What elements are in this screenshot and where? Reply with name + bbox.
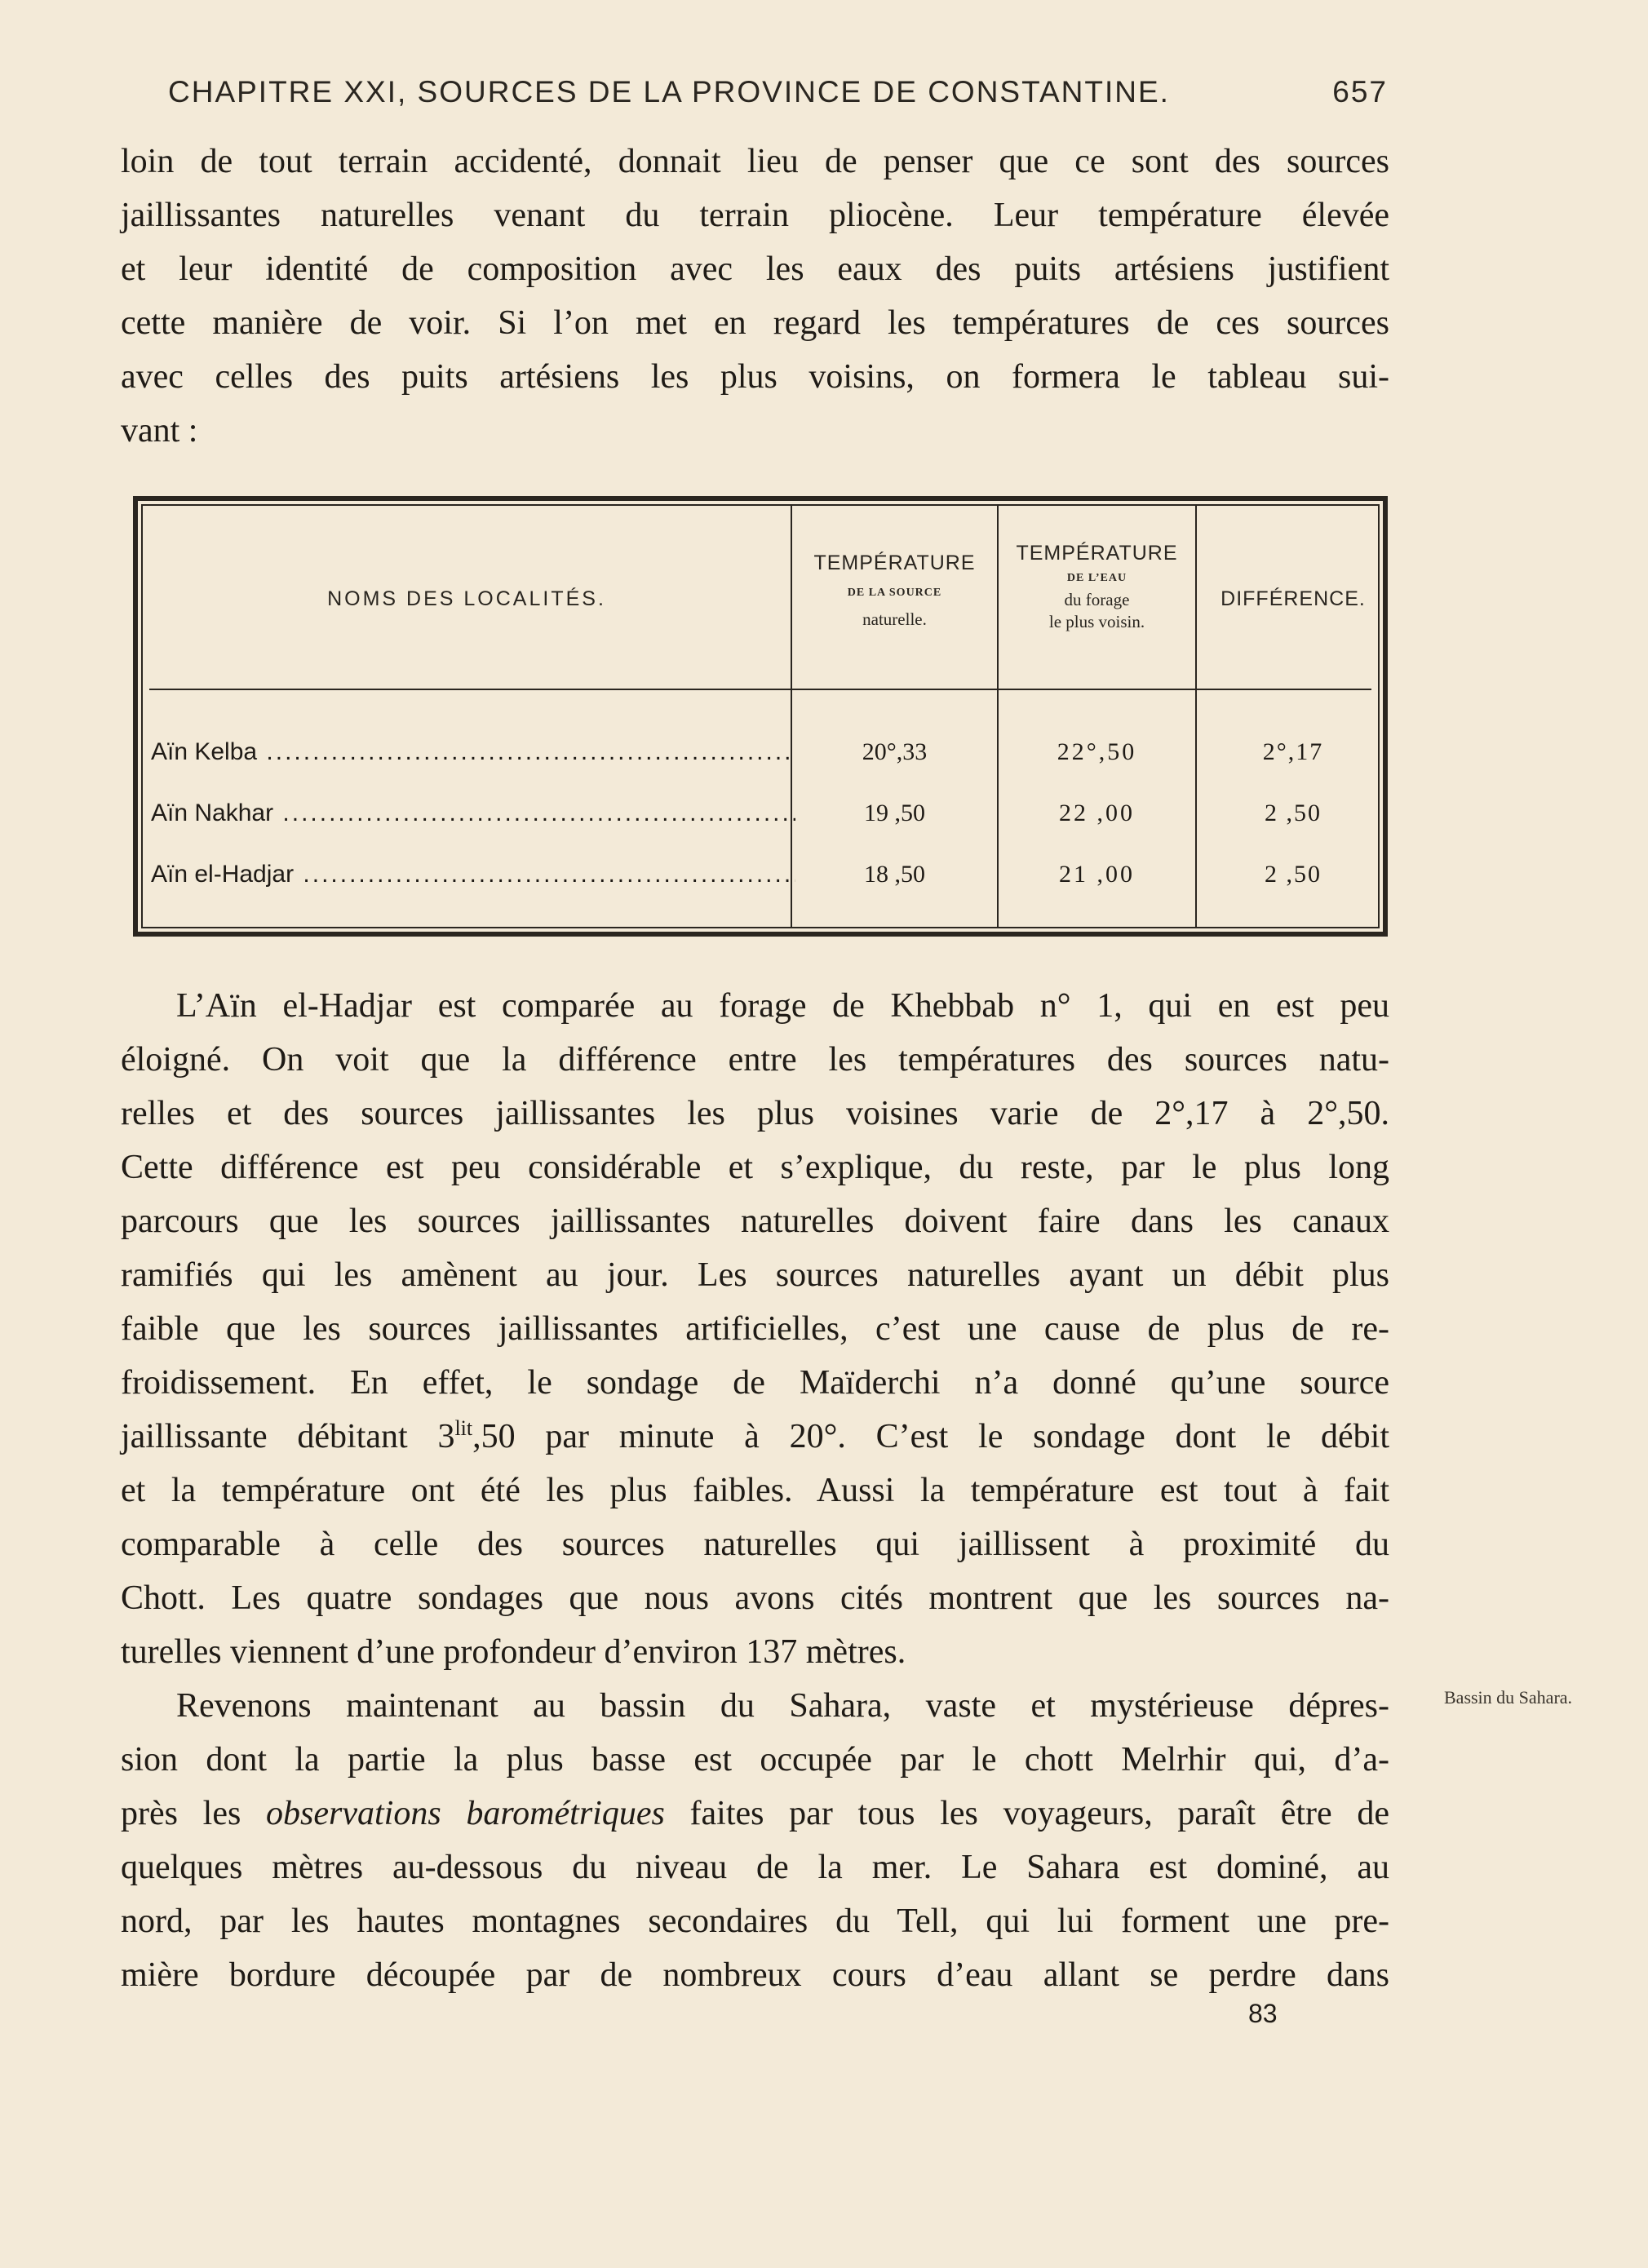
text-line: ramifiés qui les amènent au jour. Les sources naturelles ayant un débit plus: [121, 1256, 1389, 1294]
text-line: jaillissantes naturelles venant du terrain pliocène. Leur température élevée: [121, 197, 1389, 234]
text-line: et leur identité de composition avec les eaux des puits artésiens justifient: [121, 250, 1389, 288]
text-line: cette manière de voir. Si l’on met en regard les températures de ces sources: [121, 304, 1389, 342]
header-source-temp: TEMPÉRATURE DE LA SOURCE naturelle.: [813, 551, 976, 629]
text-line: près les observations barométriques faites par tous les voyageurs, paraît être de: [121, 1795, 1389, 1832]
text-line: parcours que les sources jaillissantes naturelles doivent faire dans les canaux: [121, 1203, 1389, 1240]
text-line: nord, par les hautes montagnes secondaires du Tell, qui lui forment une pre-: [121, 1903, 1389, 1940]
row-source-temp: 18 ,50: [864, 861, 925, 888]
text-line: mière bordure découpée par de nombreux cours d’eau allant se perdre dans: [121, 1956, 1389, 1994]
table-row: [143, 861, 1378, 918]
text-line: Revenons maintenant au bassin du Sahara, vaste et mystérieuse dépres-: [176, 1687, 1389, 1725]
text-line: faible que les sources jaillissantes artificielles, c’est une cause de plus de re-: [121, 1310, 1389, 1348]
text-line: et la température ont été les plus faibles. Aussi la température est tout à fait: [121, 1472, 1389, 1509]
text-line: jaillissante débitant $3^{lit},50$ par minute à 20°. C’est le sondage dont le débit: [121, 1416, 1389, 1455]
row-difference: 2 ,50: [1265, 861, 1322, 888]
text-line: quelques mètres au-dessous du niveau de la mer. Le Sahara est dominé, au: [121, 1849, 1389, 1886]
chapter-title: CHAPITRE XXI, SOURCES DE LA PROVINCE DE CONSTANTINE.: [168, 75, 1170, 109]
page-number: 657: [1332, 75, 1388, 109]
row-difference: 2 ,50: [1265, 800, 1322, 826]
table-row: [143, 738, 1378, 795]
row-source-temp: 20°,33: [862, 738, 928, 765]
text-line: froidissement. En effet, le sondage de Maïderchi n’a donné qu’une source: [121, 1364, 1389, 1402]
text-line: avec celles des puits artésiens les plus voisins, on formera le tableau sui-: [121, 358, 1389, 396]
text-line: turelles viennent d’une profondeur d’environ 137 mètres.: [121, 1633, 906, 1671]
temperature-table: [133, 496, 1388, 937]
text-line: éloigné. On voit que la différence entre les températures des sources natu-: [121, 1041, 1389, 1079]
row-forage-temp: 22°,50: [1057, 738, 1137, 765]
text-line: vant :: [121, 412, 198, 450]
table-row: [143, 800, 1378, 857]
text-line: loin de tout terrain accidenté, donnait lieu de penser que ce sont des sources: [121, 143, 1389, 180]
text-line: Cette différence est peu considérable et s’explique, du reste, par le plus long: [121, 1149, 1389, 1186]
text-line: Chott. Les quatre sondages que nous avons cités montrent que les sources na-: [121, 1579, 1389, 1617]
signature-mark: 83: [1248, 1999, 1278, 2028]
row-name: Aïn Kelba .....: [151, 738, 795, 766]
text-line: comparable à celle des sources naturelles qui jaillissent à proximité du: [121, 1526, 1389, 1563]
intro-paragraph: [121, 135, 1389, 458]
row-name: Aïn el-Hadjar .....: [151, 861, 795, 888]
body-paragraph: [121, 979, 1389, 2002]
text-line: relles et des sources jaillissantes les plus voisines varie de 2°,17 à 2°,50.: [121, 1095, 1389, 1132]
margin-note: Bassin du Sahara.: [1444, 1687, 1573, 1708]
header-name: NOMS DES LOCALITÉS.: [327, 587, 606, 610]
row-name: Aïn Nakhar .....: [151, 800, 795, 827]
row-difference: 2°,17: [1262, 738, 1324, 765]
row-forage-temp: 22 ,00: [1059, 800, 1135, 826]
header-rule: [149, 689, 1371, 690]
header-difference: DIFFÉRENCE.: [1220, 587, 1366, 610]
row-source-temp: 19 ,50: [864, 800, 925, 826]
text-line: sion dont la partie la plus basse est occupée par le chott Melrhir qui, d’a-: [121, 1741, 1389, 1779]
header-water-temp: TEMPÉRATURE DE L’EAU du forage le plus voisin.: [1016, 542, 1178, 631]
row-forage-temp: 21 ,00: [1059, 861, 1135, 888]
text-line: L’Aïn el-Hadjar est comparée au forage de Khebbab n° 1, qui en est peu: [176, 987, 1389, 1025]
